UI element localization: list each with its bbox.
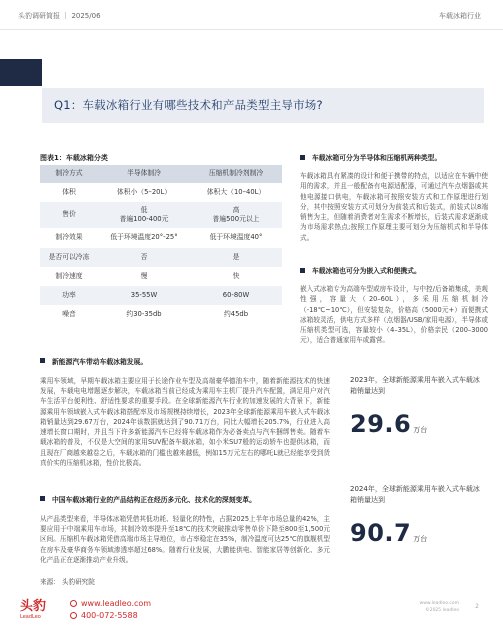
table-row: [40, 305, 282, 324]
table-cell: 低于环境温度40°: [190, 228, 282, 248]
stat-value-row: [350, 519, 480, 547]
page-number: 2: [475, 603, 479, 610]
stat-caption: 2023年，全球新能源乘用车嵌入式车载冰箱销量达到: [350, 376, 480, 395]
question-band: [42, 88, 484, 123]
section-heading: [40, 356, 330, 366]
table-cell: 售价: [40, 202, 98, 228]
top-bar: [0, 0, 503, 30]
stat-number: 29.6: [350, 410, 412, 438]
phone-icon: [70, 612, 77, 619]
table-cell: 是否可以冷冻: [40, 248, 98, 267]
table-cell: 噪音: [40, 305, 98, 324]
table-title: 图表1：车载冰箱分类: [40, 154, 108, 162]
decorative-navy-block: [0, 59, 42, 86]
phone-number: 400-072-5588: [81, 610, 138, 620]
table-row: [40, 286, 282, 305]
table-row: [40, 267, 282, 286]
website-row: [70, 598, 151, 610]
section-heading: [40, 494, 330, 504]
footer-right-line: ©2025 leadleo: [425, 608, 459, 614]
stat-value-row: [350, 410, 480, 438]
table-row: [40, 183, 282, 202]
stat-unit: 万台: [413, 426, 428, 434]
bullet-square-icon: [40, 496, 45, 501]
source-note: 来源： 头豹研究院: [40, 578, 95, 586]
contact-block: [70, 598, 151, 621]
table-cell: 60-80W: [190, 286, 282, 305]
table-cell: 是: [190, 248, 282, 267]
table-cell: 功率: [40, 286, 98, 305]
section-heading: [300, 266, 488, 276]
left-section-nev: [40, 356, 330, 468]
table-cell: 约30-35db: [98, 305, 190, 324]
stat-caption: 2024年，全球新能源乘用车嵌入式车载冰箱销量达到: [350, 485, 480, 504]
footer-right-line: www.leadleo.com: [419, 601, 459, 606]
table-cell: 体积: [40, 183, 98, 202]
table-header-row: [40, 165, 282, 183]
section-heading: [300, 153, 488, 163]
table-cell: 制冷效果: [40, 228, 98, 248]
table-cell: 低 普遍100-400元: [98, 202, 190, 228]
right-section-types: [300, 153, 488, 243]
report-header-right: 车载冰箱行业: [439, 12, 481, 20]
table-header-cell: 半导体制冷: [98, 165, 190, 183]
left-section-structure: [40, 494, 330, 565]
table-row: [40, 228, 282, 248]
classification-table: [40, 165, 282, 324]
table-cell: 体积大（10–40L）: [190, 183, 282, 202]
table-header-cell: 制冷方式: [40, 165, 98, 183]
bullet-square-icon: [300, 155, 305, 160]
section-heading-text: 车载冰箱也可分为嵌入式和便携式。: [312, 267, 421, 275]
globe-icon: [70, 600, 77, 607]
stat-2023: [350, 375, 480, 438]
section-heading-text: 新能源汽车带动车载冰箱发展。: [52, 358, 148, 366]
table-cell: 高 普遍500元以上: [190, 202, 282, 228]
leadleo-logo: [20, 595, 64, 623]
phone-row: [70, 610, 151, 622]
table-cell: 低于环境温度20°-25°: [98, 228, 190, 248]
table-cell: 慢: [98, 267, 190, 286]
section-paragraph: 乘用车领域，早期车载冰箱主要应用于长途作业车型及高端豪华德油车中，随着新能源技术的快速发展，车载电电增题逐步解决，车载冰箱当前已经成为乘用车主机厂提升汽车配置，满足用户对汽车生活平台便利性、舒适性要求的重要手段。在全球新能源汽车行业的加速发展的大背景下，新能源乘用车领域嵌入式车载冰箱搭配率及市场规模持续增长，2023年全球新能源乘用车嵌入式车载冰箱销量达到29.67万台，2024年该数据就达到了90.71万台，同比大幅增长205.7%，行业进入高速增长窗口期时，并且当下许多新能源汽车已经将车载冰箱作为必备卖点与汽车捆绑售卖。随着车载冰箱的普及，不仅是大空间的家用SUV配备车载冰箱，如小米SU7般的运动轿车也提供冰箱，而且现在厂商越来越卷之后，车载冰箱的门槛也越来越低，例如15万元左右的哪吒L就已经能享受到货真价实的压缩机冰箱，性价比极高。: [40, 377, 330, 467]
bullet-square-icon: [300, 268, 305, 273]
question-title: Q1：车载冰箱行业有哪些技术和产品类型主导市场?: [54, 98, 323, 112]
table-cell: 体积小（5–20L）: [98, 183, 190, 202]
logo-subtext: LeadLeo: [20, 614, 41, 620]
section-heading-text: 中国车载冰箱行业的产品结构正在经历多元化、技术化的深刻变革。: [52, 496, 256, 504]
table-header-cell: 压缩机制冷剂制冷: [190, 165, 282, 183]
section-paragraph: 嵌入式冰箱专为高端车型或房车设计，与中控/后备箱集成，美观性强，容量大（20–60L），多采用压缩机制冷（-18℃~10℃），但安装复杂，价格高（5000元+）而便携式冰箱较灵活，供电方式多样（点烟器/USB/家用电源），半导体或压缩机类型可选，容量较小（4–35L），价格亲民（200–3000元），适合普通家用车或露营。: [300, 285, 488, 345]
right-section-embedded: [300, 266, 488, 346]
table-cell: 否: [98, 248, 190, 267]
table-cell: 快: [190, 267, 282, 286]
section-heading-text: 车载冰箱可分为半导体和压缩机两种类型。: [312, 154, 442, 162]
table-cell: 约45db: [190, 305, 282, 324]
footer-right-info: [420, 600, 459, 614]
table-cell: 35-55W: [98, 286, 190, 305]
table-row: [40, 202, 282, 228]
logo-text: 头豹: [20, 599, 47, 614]
stat-unit: 万台: [413, 535, 428, 543]
report-header-left: 头豹调研简报 ｜ 2025/06: [18, 12, 101, 20]
stat-number: 90.7: [350, 519, 412, 547]
stat-2024: [350, 484, 480, 547]
website-link[interactable]: www.leadleo.com: [81, 599, 152, 608]
section-paragraph: 从产品类型来看，半导体冰箱凭借其低功耗、轻量化的特性，占据2025上半年市场总量的42%，主要应用于中端乘用车市场，其制冷效率提升至18℃的技术突破推动零售单价下降至800至1,500元区间。压缩机车载冰箱凭借高端市场主导地位，市占率稳定在35%，制冷温度可达25℃的旗舰机型在房车及豪华商务车领域渗透率超过68%。随着行业发展，大鹏能供电、智能家居等创新化、多元化产品正在逐渐推动产业升级。: [40, 515, 330, 564]
table-cell: 制冷速度: [40, 267, 98, 286]
table-row: [40, 248, 282, 267]
bullet-square-icon: [40, 358, 45, 363]
section-paragraph: 车载冰箱具有紧凑的设计和便于携带的特点，以适应在车辆中使用的需求，并且一般配备有电源适配器，可通过汽车点烟器或其他电源接口供电，车载冰箱可按照安装方式和工作原理进行划分，其中按照安装方式可划分为前装式和后装式，前装式以8端销售为主，但随着消费者对生需求不断增长，后装式需求逐渐成为市场需求热点;按照工作原理主要可划分为压缩机式和半导体式。: [300, 172, 488, 242]
